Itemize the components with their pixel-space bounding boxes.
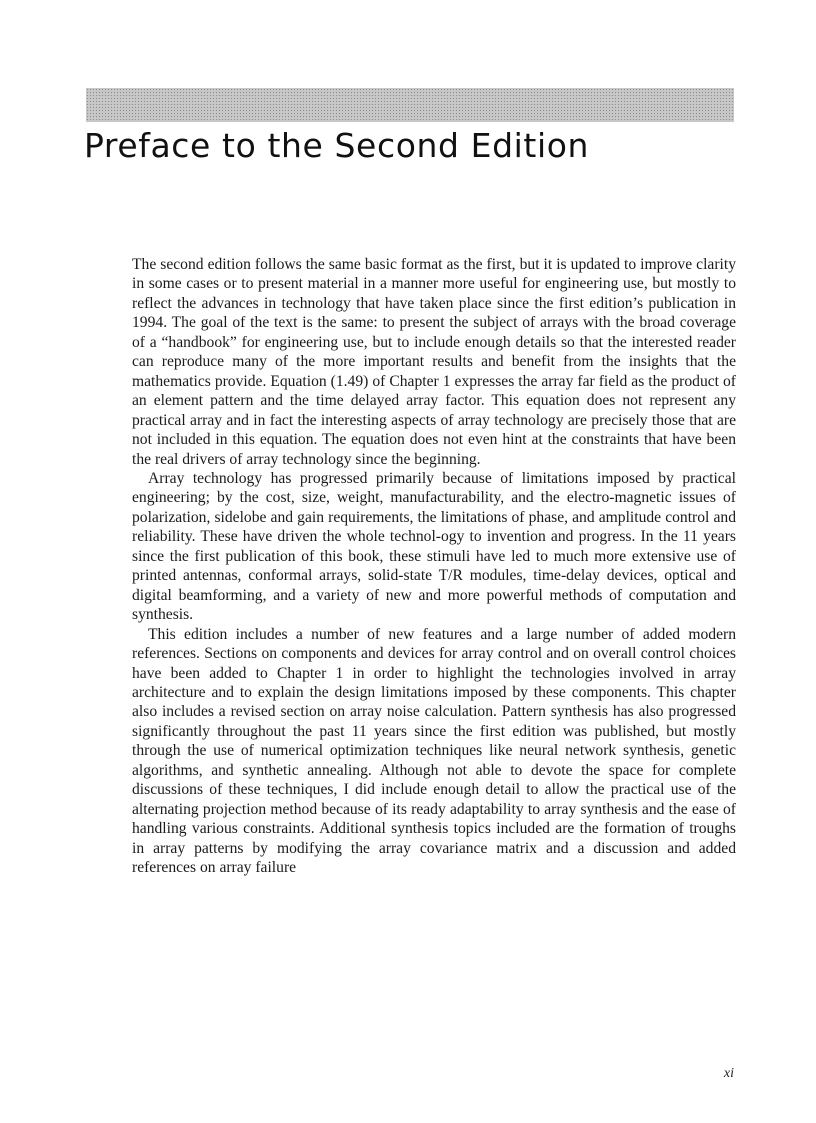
- paragraph-1: The second edition follows the same basic format as the first, but it is updated to improve clarity in some cases or to present material in a manner more useful for engineering use, but mostly to reflect the advances in technology that have taken place since the first edition’s publication in 1994. The goal of the text is the same: to present the subject of arrays with the broad coverage of a “handbook” for engineering use, but to include enough details so that the interested reader can reproduce many of the more important results and benefit from the insights that the mathematics provide. Equation (1.49) of Chapter 1 expresses the array far field as the product of an element pattern and the time delayed array factor. This equation does not represent any practical array and in fact the interesting aspects of array technology are precisely those that are not included in this equation. The equation does not even hint at the constraints that have been the real drivers of array technology since the beginning.: [132, 256, 736, 468]
- paragraph-3: This edition includes a number of new features and a large number of added modern references. Sections on components and devices for array control and on overall control choices have been added to Chapter 1 in order to highlight the technologies involved in array architecture and to explain the design limitations imposed by these components. This chapter also includes a revised section on array noise calculation. Pattern synthesis has also progressed significantly throughout the past 11 years since the first edition was published, but mostly through the use of numerical optimization techniques like neural network synthesis, genetic algorithms, and synthetic annealing. Although not able to devote the space for complete discussions of these techniques, I did include enough detail to allow the practical use of the alternating projection method because of its ready adaptability to array synthesis and the ease of handling various constraints. Additional synthesis topics included are the formation of troughs in array patterns by modifying the array covariance matrix and a discussion and added references on array failure: [132, 625, 736, 877]
- page-number: xi: [723, 1066, 734, 1081]
- chapter-title: Preface to the Second Edition: [84, 126, 590, 165]
- paragraph-2: Array technology has progressed primarily because of limitations imposed by practical engineering; by the cost, size, weight, manufacturability, and the electro-magnetic issues of polarization, sidelobe and gain requirements, the limitations of phase, and amplitude control and reliability. These have driven the whole technol-ogy to invention and progress. In the 11 years since the first publication of this book, these stimuli have led to much more extensive use of printed antennas, conformal arrays, solid-state T/R modules, time-delay devices, optical and digital beamforming, and a variety of new and more powerful methods of computation and synthesis.: [132, 469, 736, 624]
- preface-body: [132, 255, 736, 878]
- chapter-header-band: [86, 88, 734, 122]
